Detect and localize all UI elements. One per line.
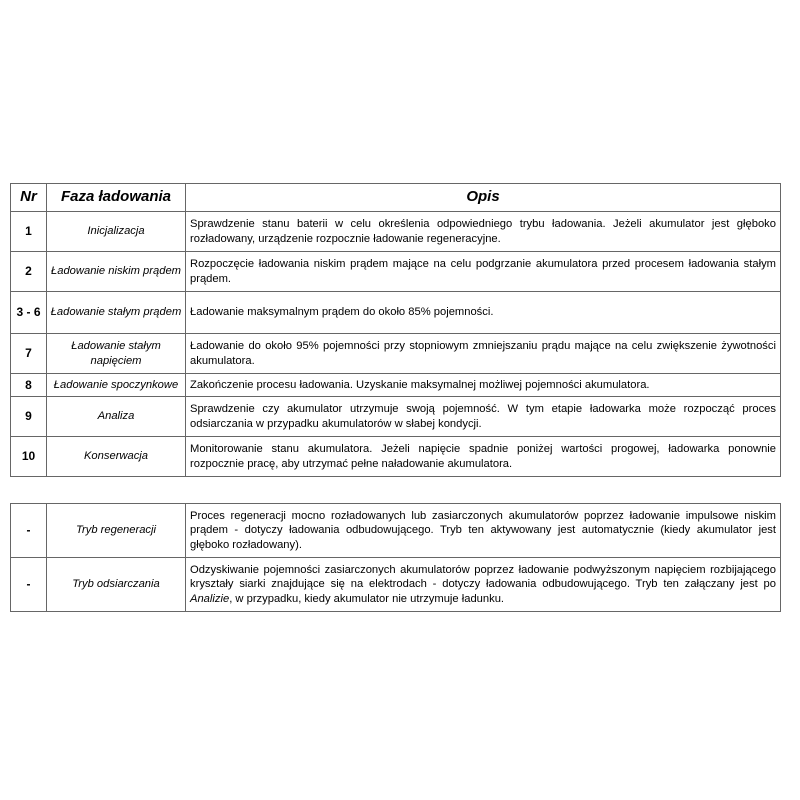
row-desc: Rozpoczęcie ładowania niskim prądem mające na celu podgrzanie akumulatora przed procesem ładowania stałym prądem. [186, 252, 781, 292]
row-phase: Inicjalizacja [47, 212, 186, 252]
row-phase: Ładowanie stałym prądem [47, 292, 186, 334]
header-desc: Opis [186, 184, 781, 212]
row-nr: 10 [11, 437, 47, 477]
row-nr: 2 [11, 252, 47, 292]
row-desc: Monitorowanie stanu akumulatora. Jeżeli napięcie spadnie poniżej wartości progowej, ładowarka ponownie rozpocznie pracę, aby utrzymać pełne naładowanie akumulatora. [186, 437, 781, 477]
table-row [11, 504, 781, 558]
table-row [11, 397, 781, 437]
table-row [11, 292, 781, 334]
row-desc: Zakończenie procesu ładowania. Uzyskanie maksymalnej możliwej pojemności akumulatora. [186, 374, 781, 397]
row-desc: Ładowanie do około 95% pojemności przy stopniowym zmniejszaniu prądu mające na celu zwiększenie żywotności akumulatora. [186, 334, 781, 374]
row-phase: Tryb regeneracji [47, 504, 186, 558]
row-phase: Ładowanie niskim prądem [47, 252, 186, 292]
row-phase: Analiza [47, 397, 186, 437]
row-nr: - [11, 558, 47, 612]
row-nr: 3 - 6 [11, 292, 47, 334]
row-nr: 1 [11, 212, 47, 252]
table-row [11, 558, 781, 612]
table-row [11, 374, 781, 397]
row-nr: - [11, 504, 47, 558]
row-nr: 9 [11, 397, 47, 437]
header-nr: Nr [11, 184, 47, 212]
row-phase: Ładowanie spoczynkowe [47, 374, 186, 397]
desc-text: , w przypadku, kiedy akumulator nie utrzymuje ładunku. [229, 592, 505, 605]
table-row [11, 437, 781, 477]
row-nr: 7 [11, 334, 47, 374]
charging-phases-table [10, 183, 781, 477]
charging-modes-table [10, 503, 781, 612]
row-desc [186, 558, 781, 612]
row-desc: Ładowanie maksymalnym prądem do około 85% pojemności. [186, 292, 781, 334]
row-desc: Sprawdzenie stanu baterii w celu określenia odpowiedniego trybu ładowania. Jeżeli akumulator jest głęboko rozładowany, urządzenie rozpocznie ładowanie regeneracyjne. [186, 212, 781, 252]
table-row [11, 212, 781, 252]
row-desc: Sprawdzenie czy akumulator utrzymuje swoją pojemność. W tym etapie ładowarka może rozpocząć proces odsiarczania w przypadku akumulatorów w słabej kondycji. [186, 397, 781, 437]
table-header-row [11, 184, 781, 212]
table-row [11, 334, 781, 374]
row-nr: 8 [11, 374, 47, 397]
row-phase: Tryb odsiarczania [47, 558, 186, 612]
table-row [11, 252, 781, 292]
header-phase: Faza ładowania [47, 184, 186, 212]
row-phase: Ładowanie stałym napięciem [47, 334, 186, 374]
row-phase: Konserwacja [47, 437, 186, 477]
desc-text: Odzyskiwanie pojemności zasiarczonych akumulatorów poprzez ładowanie podwyższonym napięciem rozbijającego kryształy siarki znajdujące się na elektrodach - dotyczy ładowania odbudowującego. Tryb ten załączany jest po [190, 563, 776, 591]
desc-emphasis: Analizie [190, 592, 230, 605]
row-desc: Proces regeneracji mocno rozładowanych lub zasiarczonych akumulatorów poprzez ładowanie impulsowe niskim prądem - dotyczy ładowania odbudowującego. Tryb ten aktywowany jest automatycznie (kiedy akumulator jest głęboko rozładowany). [186, 504, 781, 558]
